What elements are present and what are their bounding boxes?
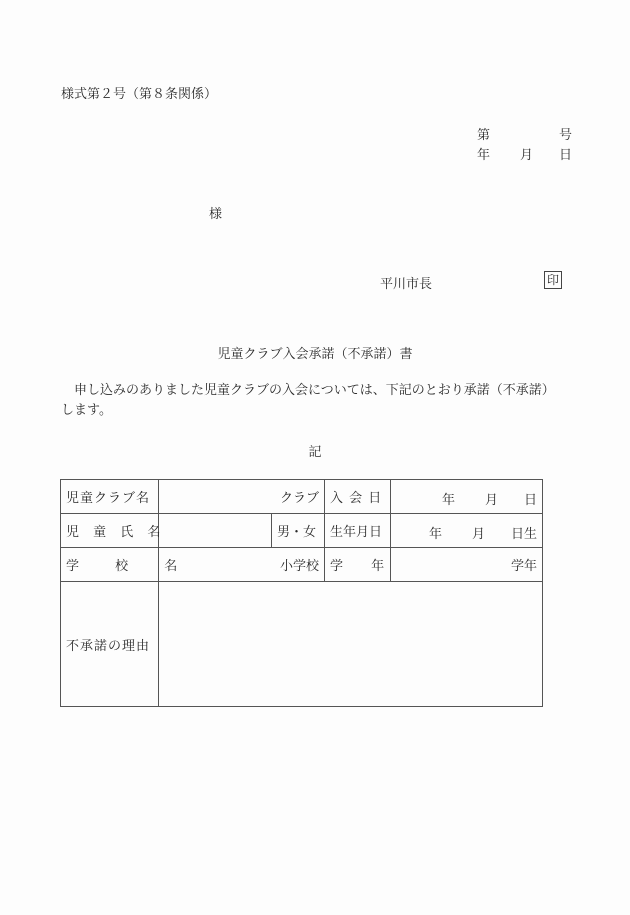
club-name-field[interactable] bbox=[159, 480, 325, 514]
club-suffix: クラブ bbox=[280, 491, 320, 506]
birth-date-month: 月 bbox=[472, 526, 486, 542]
birth-date-field[interactable] bbox=[391, 514, 543, 548]
school-suffix: 小学校 bbox=[280, 559, 320, 574]
grade-label: 学 年 bbox=[325, 548, 391, 582]
table-row-reason bbox=[61, 582, 543, 707]
grade-field[interactable] bbox=[391, 548, 543, 582]
document-title: 児童クラブ入会承諾（不承諾）書 bbox=[217, 347, 413, 362]
child-name-field[interactable] bbox=[159, 514, 272, 548]
school-name-label: 学 校 名 bbox=[61, 548, 159, 582]
document-date bbox=[477, 144, 572, 163]
grade-suffix: 学年 bbox=[511, 559, 538, 574]
entry-date-label: 入 会 日 bbox=[325, 480, 391, 514]
birth-date-label: 生年月日 bbox=[325, 514, 391, 548]
body-text: 申し込みのありました児童クラブの入会については、下記のとおり承諾（不承諾）します。 bbox=[61, 383, 555, 418]
issuer-name: 平川市長 bbox=[380, 277, 433, 292]
table-row-club bbox=[61, 480, 543, 514]
table-row-school bbox=[61, 548, 543, 582]
ki-label: 記 bbox=[308, 445, 322, 460]
entry-date-month: 月 bbox=[485, 492, 499, 508]
doc-number-suffix: 号 bbox=[558, 128, 572, 143]
child-name-label: 児 童 氏 名 bbox=[61, 514, 159, 548]
reason-label: 不承諾の理由 bbox=[61, 582, 159, 707]
table-row-child bbox=[61, 514, 543, 548]
gender-field[interactable]: 男・女 bbox=[272, 514, 325, 548]
document-number bbox=[477, 124, 572, 143]
doc-number-prefix: 第 bbox=[477, 128, 491, 143]
doc-date-month: 月 bbox=[520, 148, 534, 163]
doc-date-year: 年 bbox=[477, 148, 491, 163]
reason-field[interactable] bbox=[159, 582, 543, 707]
entry-date-year: 年 bbox=[442, 492, 456, 508]
doc-date-day: 日 bbox=[558, 148, 572, 163]
birth-date-year: 年 bbox=[429, 526, 443, 542]
form-table bbox=[60, 479, 543, 707]
seal-stamp-icon: 印 bbox=[544, 271, 562, 289]
entry-date-day: 日 bbox=[524, 492, 538, 508]
birth-date-day: 日生 bbox=[511, 526, 538, 542]
form-number: 様式第２号（第８条関係） bbox=[61, 87, 218, 102]
entry-date-field[interactable] bbox=[391, 480, 543, 514]
club-name-label: 児童クラブ名 bbox=[61, 480, 159, 514]
addressee-suffix: 様 bbox=[209, 207, 223, 222]
